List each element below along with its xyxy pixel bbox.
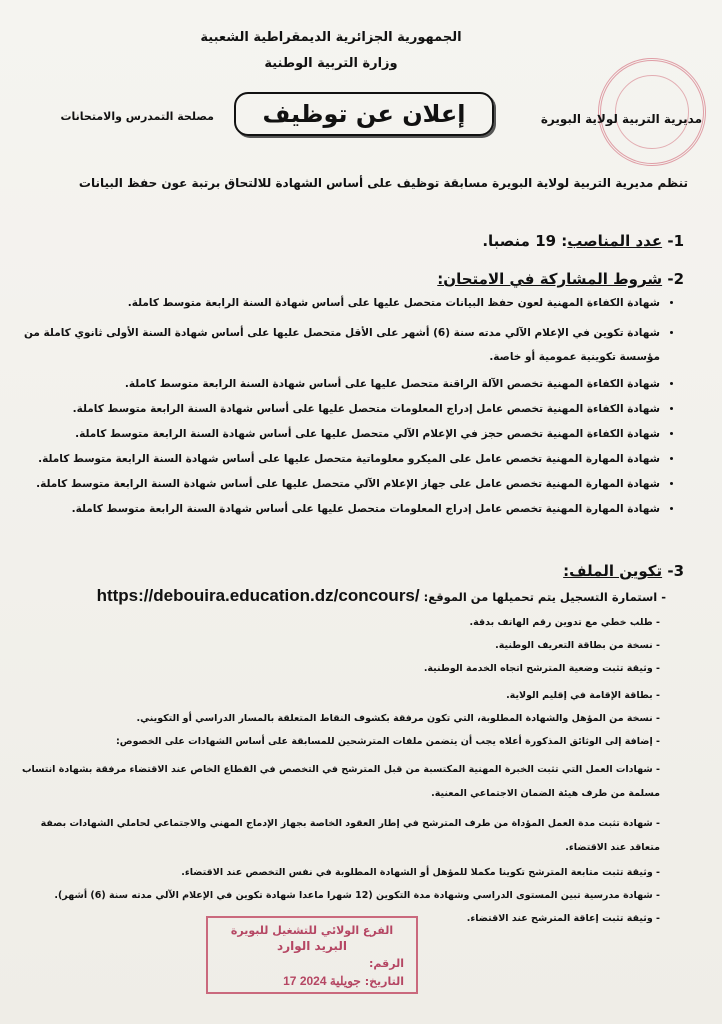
registration-text: - استمارة التسجيل يتم تحميلها من الموقع:: [423, 590, 666, 604]
republic-header: الجمهورية الجزائرية الديمقراطية الشعبية: [200, 30, 462, 45]
service-name: مصلحة التمدرس والامتحانات: [60, 110, 214, 123]
ministry-header: وزارة التربية الوطنية: [264, 56, 398, 71]
list-item: - وثيقة تثبت متابعة المترشح تكوينا مكملا للمؤهل أو الشهادة المطلوبة في نفس التخصص عند الاقتضاء.: [181, 867, 660, 878]
section-label: تكوين الملف:: [563, 562, 663, 580]
stamp-office: الفرع الولائي للتشغيل للبويرة: [230, 924, 394, 937]
list-item: - شهادات العمل التي تثبت الخبرة المهنية المكتسبة من قبل المترشح في التخصص في القطاع الخاص عند الاقتضاء مرفقة بشهادة انتساب مسلمة من طرف هيئة الضمان الاجتماعي المعنية.: [21, 764, 660, 799]
announcement-title: إعلان عن توظيف: [234, 92, 494, 136]
stamp-mail: البريد الوارد: [277, 939, 347, 953]
registration-url-link[interactable]: https://debouira.education.dz/concours/: [96, 586, 420, 605]
section-number: 1-: [667, 232, 684, 250]
list-item: - شهادة مدرسية تبين المستوى الدراسي وشهادة مدة التكوين (12 شهرا ماعدا شهادة تكوين في الإعلام الآلي مدته سنة (6) أشهر).: [54, 890, 660, 901]
list-item: - بطاقة الإقامة في إقليم الولاية.: [506, 690, 660, 701]
section-positions: [482, 232, 684, 250]
section-conditions: [437, 270, 684, 288]
list-item: - وثيقة تثبت إعاقة المترشح عند الاقتضاء.: [466, 913, 660, 924]
section-label: شروط المشاركة في الامتحان:: [437, 270, 663, 288]
documents-list: [20, 616, 660, 935]
section-label: عدد المناصب: [567, 232, 663, 250]
list-item: • شهادة المهارة المهنية تخصص عامل إدراج المعلومات متحصل عليها على أساس شهادة السنة الرابعة متوسط كاملة.: [20, 502, 660, 516]
stamp-number: [208, 957, 416, 970]
section-file: [563, 562, 684, 580]
list-item: • شهادة تكوين في الإعلام الآلي مدته سنة (6) أشهر على الأقل متحصل عليها على أساس شهادة السنة الأولى ثانوي كاملة من مؤسسة تكوينية عمومية أو خاصة.: [20, 321, 660, 369]
positions-value: : 19 منصبا.: [482, 232, 568, 250]
list-item: - طلب خطي مع تدوين رقم الهاتف بدقة.: [469, 617, 660, 628]
stamp-date: [208, 974, 416, 988]
section-number: 3-: [667, 562, 684, 580]
directorate-name: مديرية التربية لولاية البويرة: [540, 112, 702, 126]
list-item: - وثيقة تثبت وضعية المترشح اتجاه الخدمة الوطنية.: [423, 663, 660, 674]
list-item: • شهادة الكفاءة المهنية لعون حفظ البيانات متحصل عليها على أساس شهادة السنة الرابعة متوسط كاملة.: [20, 296, 660, 310]
stamp-date-value: 17 جويلية 2024: [283, 974, 361, 988]
list-item: - شهادة تثبت مدة العمل المؤداة من طرف المترشح في إطار العقود الخاصة بجهاز الإدماج المهني والاجتماعي لحاملي الشهادات بصفة متعاقد عند الاقتضاء.: [40, 818, 660, 853]
list-item: • شهادة الكفاءة المهنية تخصص حجز في الإعلام الآلي متحصل عليها على أساس شهادة السنة الرابعة متوسط كاملة.: [20, 427, 660, 441]
list-item: • شهادة المهارة المهنية تخصص عامل على جهاز الإعلام الآلي متحصل عليها على أساس شهادة السنة الرابعة متوسط كاملة.: [20, 477, 660, 491]
list-item: - نسخة من بطاقة التعريف الوطنية.: [495, 640, 660, 651]
section-number: 2-: [667, 270, 684, 288]
intro-paragraph: تنظم مديرية التربية لولاية البويرة مسابقة توظيف على أساس الشهادة للالتحاق برتبة عون حفظ البيانات: [78, 176, 688, 190]
list-item: • شهادة الكفاءة المهنية تخصص الآلة الراقنة متحصل عليها على أساس شهادة السنة الرابعة متوسط كاملة.: [20, 377, 660, 391]
registration-line: [16, 586, 666, 606]
stamp-date-label: التاريخ:: [364, 975, 404, 988]
received-mail-stamp: [206, 916, 418, 994]
list-item: - نسخة من المؤهل والشهادة المطلوبة، التي تكون مرفقة بكشوف النقاط المتعلقة بالمسار الدراسي أو التكويني.: [136, 713, 660, 724]
list-item: • شهادة المهارة المهنية تخصص عامل على الميكرو معلوماتية متحصل عليها على أساس شهادة السنة الرابعة متوسط كاملة.: [20, 452, 660, 466]
stamp-number-label: الرقم:: [369, 957, 404, 970]
list-item: - إضافة إلى الوثائق المذكورة أعلاه يجب أن يتضمن ملفات المترشحين للمسابقة على أساس الشهادات على الخصوص:: [115, 736, 660, 747]
conditions-list: [20, 296, 678, 527]
list-item: • شهادة الكفاءة المهنية تخصص عامل إدراج المعلومات متحصل عليها على أساس شهادة السنة الرابعة متوسط كاملة.: [20, 402, 660, 416]
